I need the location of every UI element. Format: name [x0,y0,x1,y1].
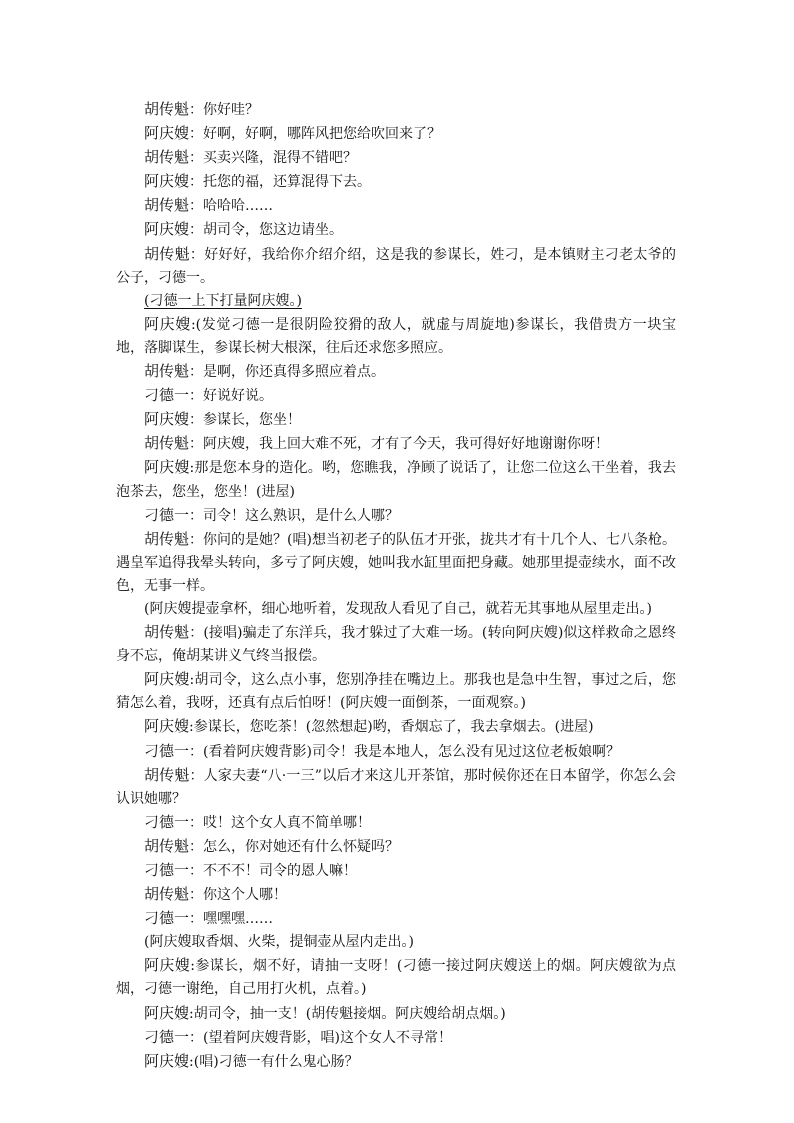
speaker-name: 胡传魁 [144,100,190,118]
dialogue-line [116,764,676,811]
dialogue-line [116,715,676,739]
dialogue-line [116,432,676,456]
speaker-name: 胡传魁 [144,623,190,642]
dialogue-line [116,621,676,668]
line-text: ：你好哇？ [189,102,260,118]
speaker-name: 胡传魁 [144,244,190,263]
dialogue-line [116,859,676,883]
line-text: ：(接唱)骗走了东洋兵，我才躲过了大难一场。(转向阿庆嫂)似这样救命之恩终身不忘，俺胡某讲义气终当报偿。 [116,625,676,665]
dialogue-line [116,740,676,764]
line-text: ：买卖兴隆，混得不错吧？ [189,150,358,167]
line-text: ：是啊，你还真得多照应着点。 [189,364,386,381]
stage-direction: (阿庆嫂取香烟、火柴，提铜壶从屋内走出。) [144,934,414,951]
dialogue-line [116,122,676,146]
line-text: ：阿庆嫂，我上回大难不死，才有了今天，我可得好好地谢谢你呀！ [189,436,610,453]
line-text: ：你问的是她？(唱)想当初老子的队伍才开张，拢共才有十几个人、七八条枪。遇皇军追得我晕头转向，多亏了阿庆嫂，她叫我水缸里面把身藏。她那里提壶续水，面不改色，无事一样。 [116,531,676,594]
dialogue-line [116,1026,676,1050]
speaker-name: 刁德一 [144,812,190,831]
line-text: :胡司令，这么点小事，您别净挂在嘴边上。那我也是急中生智，事过之后，您猜怎么着，我呀，还真有点后怕呀！(阿庆嫂一面倒茶，一面观察。) [116,672,676,712]
dialogue-line [116,528,676,598]
line-text: ：司令！这么熟识，是什么人哪？ [189,507,400,524]
speaker-name: 阿庆嫂 [144,1051,190,1070]
line-text: :参谋长，您吃茶！(忽然想起)哟，香烟忘了，我去拿烟去。(进屋) [189,719,594,736]
line-text: :(唱)刁德一有什么鬼心肠？ [189,1053,359,1070]
speaker-name: 胡传魁 [144,765,190,784]
line-text: ：好好好，我给你介绍介绍，这是我的参谋长，姓刁，是本镇财主刁老太爷的公子，刁德一。 [116,246,676,286]
dialogue-line [116,1050,676,1074]
dialogue-line [116,98,676,122]
speaker-name: 胡传魁 [144,529,190,548]
line-text: ：怎么，你对她还有什么怀疑吗？ [189,838,400,855]
speaker-name: 阿庆嫂 [144,956,191,975]
dialogue-line [116,883,676,907]
line-text: ：参谋长，您坐！ [189,412,302,429]
line-text: ：不不不！司令的恩人嘛！ [189,863,358,879]
speaker-name: 阿庆嫂 [144,670,190,689]
speaker-name: 胡传魁 [144,196,190,215]
speaker-name: 阿庆嫂 [144,458,190,477]
speaker-name: 阿庆嫂 [144,1003,190,1022]
speaker-name: 刁德一 [144,741,190,760]
speaker-name: 胡传魁 [144,148,190,167]
dialogue-line [116,313,676,360]
speaker-name: 刁德一 [144,1027,190,1046]
stage-direction: (刁德一上下打量阿庆嫂。) [144,292,302,309]
dialogue-line [116,360,676,384]
speaker-name: 阿庆嫂 [144,220,190,239]
line-text: :参谋长，烟不好，请抽一支呀！(刁德一接过阿庆嫂送上的烟。阿庆嫂欲为点烟，刁德一谢绝，自己用打火机，点着。) [116,958,676,998]
dialogue-line [116,243,676,290]
line-text: ：胡司令，您这边请坐。 [189,222,344,239]
dialogue-line [116,194,676,218]
dialogue-line [116,170,676,194]
dialogue-line [116,408,676,432]
stage-direction: (阿庆嫂提壶拿杯，细心地听着，发现敌人看见了自己，就若无其事地从屋里走出。) [144,600,652,617]
dialogue-line [116,384,676,408]
speaker-name: 刁德一 [144,505,190,524]
line-text: ：哎！这个女人真不简单哪！ [189,814,372,831]
speaker-name: 胡传魁 [144,836,190,855]
dialogue-line [116,835,676,859]
line-text: ：好啊，好啊，哪阵风把您给吹回来了？ [189,126,442,143]
script-body [116,98,676,1074]
speaker-name: 刁德一 [144,909,190,928]
speaker-name: 阿庆嫂 [144,172,190,191]
dialogue-line [116,146,676,170]
line-text: :胡司令，抽一支！(胡传魁接烟。阿庆嫂给胡点烟。) [189,1005,506,1022]
speaker-name: 阿庆嫂 [144,124,190,143]
speaker-name: 刁德一 [144,386,190,405]
dialogue-line [116,954,676,1001]
line-text: :(发觉刁德一是很阴险狡猾的敌人，就虚与周旋地)参谋长，我借贵方一块宝地，落脚谋生，参谋长树大根深，往后还求您多照应。 [116,316,676,356]
line-text: ：好说好说。 [189,388,274,405]
speaker-name: 阿庆嫂 [144,314,191,333]
speaker-name: 阿庆嫂 [144,410,190,429]
speaker-name: 胡传魁 [144,434,190,453]
speaker-name: 刁德一 [144,861,190,879]
speaker-name: 阿庆嫂 [144,717,190,736]
line-text: ：(望着阿庆嫂背影，唱)这个女人不寻常！ [189,1029,452,1046]
dialogue-line [116,1002,676,1026]
line-text: ：托您的福，还算混得下去。 [189,174,372,191]
dialogue-line [116,907,676,931]
line-text: ：(看着阿庆嫂背影)司令！我是本地人，怎么没有见过这位老板娘啊？ [189,743,620,760]
line-text: ：嘿嘿嘿…… [189,911,274,928]
dialogue-line [116,456,676,503]
speaker-name: 胡传魁 [144,362,190,381]
line-text: :那是您本身的造化。哟，您瞧我，净顾了说话了，让您二位这么干坐着，我去泡茶去，您坐，您坐！(进屋) [116,460,676,500]
line-text: ：你这个人哪！ [189,887,288,904]
speaker-name: 胡传魁 [144,885,190,904]
dialogue-line [116,668,676,715]
dialogue-line [116,504,676,528]
line-text: ：哈哈哈…… [189,198,274,215]
dialogue-line [116,218,676,242]
dialogue-line [116,811,676,835]
line-text: ：人家夫妻“八·一三”以后才来这儿开茶馆，那时候你还在日本留学，你怎么会认识她哪？ [116,767,676,807]
